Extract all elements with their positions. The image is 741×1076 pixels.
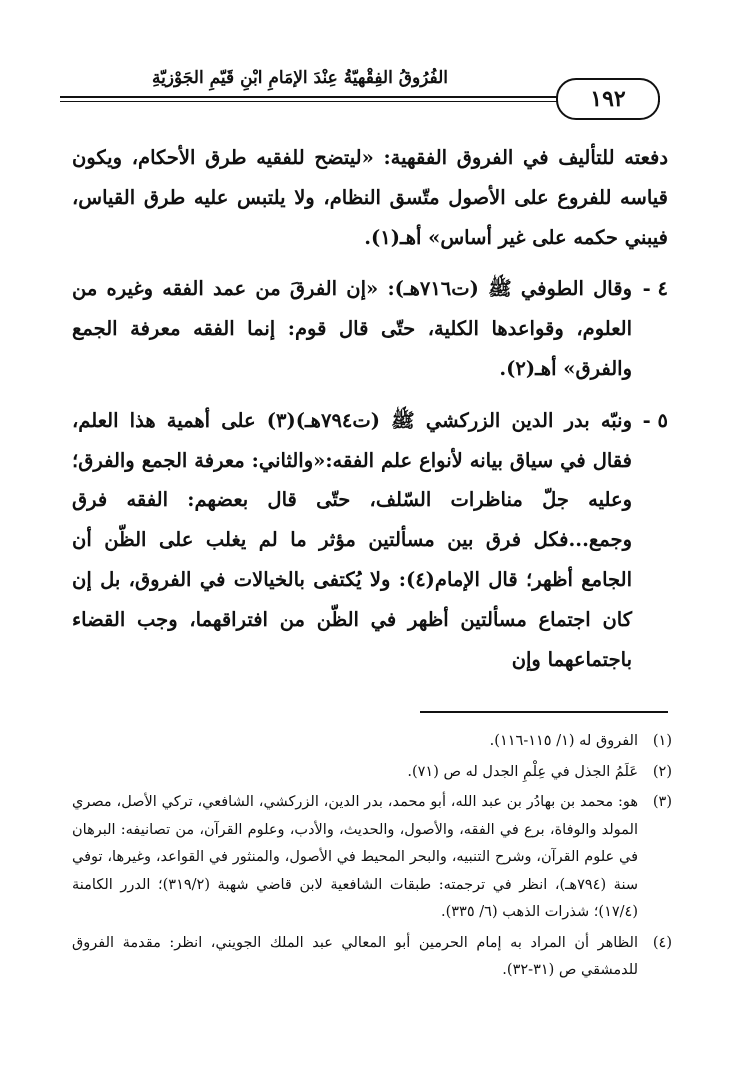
list-item-4 xyxy=(72,269,668,388)
footnote-number: (٤) xyxy=(652,934,672,951)
footnote-number: (١) xyxy=(652,733,672,749)
main-text xyxy=(72,138,668,679)
list-item-5 xyxy=(72,401,668,680)
footnote-text: الفروق له (١/ ١١٥-١١٦). xyxy=(489,733,638,749)
item-text: ونبّه بدر الدين الزركشي ﷺ (ت٧٩٤هـ)(٣) على أهمية هذا العلم، فقال في سياق بيانه لأنواع علم الفقه:«والثاني: معرفة الجمع والفرق؛ وعليه جلّ مناظرات السّلف، حتّى قال بعضهم: الفقه فرق وجمع...فكل فرق بين مسألتين مؤثر ما لم يغلب على الظّن أن الجامع أظهر؛ قال الإمام(٤): ولا يُكتفى بالخيالات في الفروق، بل إن كان اجتماع مسألتين أظهر في الظّن من افتراقهما، وجب القضاء باجتماعهما وإن xyxy=(72,408,633,671)
footnote-number: (٢) xyxy=(652,763,672,780)
footnote xyxy=(72,789,672,927)
running-title: الفُرُوقُ الفِقْهيّةُ عِنْدَ الإمَامِ ابْنِ قَيّمِ الجَوْزيّةِ xyxy=(151,68,449,88)
page-number: ١٩٢ xyxy=(556,78,660,120)
footnote xyxy=(72,728,672,756)
item-number: ٥ - xyxy=(642,408,668,432)
footnote xyxy=(72,759,672,787)
intro-paragraph: دفعته للتأليف في الفروق الفقهية: «ليتضح للفقيه طرق الأحكام، ويكون قياسه للفروع على الأصول متّسق النظام، ولا يلتبس عليه طرق القياس، فيبني حكمه على غير أساس» أهـ(١). xyxy=(72,146,668,249)
footnotes xyxy=(72,728,672,988)
footnote-text: عَلَمُ الجذل في عِلْمِ الجدل له ص (٧١). xyxy=(407,763,638,780)
item-text: وقال الطوفي ﷺ (ت٧١٦هـ): «إن الفرقَ من عمد الفقه وغيره من العلوم، وقواعدها الكلية، حتّى قال قوم: إنما الفقه معرفة الجمع والفرق» أهـ(٢). xyxy=(72,277,632,380)
footnote-text: هو: محمد بن بهادُر بن عبد الله، أبو محمد، بدر الدين، الزركشي، الشافعي، تركي الأصل، مصري المولد والوفاة، برع في الفقه، والأصول، والحديث، والأدب، وعلوم القرآن، من تصانيفه: البرهان في علوم القرآن، وشرح التنبيه، والبحر المحيط في الأصول، والمنثور في القواعد، وغيرها، توفي سنة (٧٩٤هـ)، انظر في ترجمته: طبقات الشافعية لابن قاضي شهبة (٣١٩/٢)؛ الدرر الكامنة (١٧/٤)؛ شذرات الذهب (٦/ ٣٣٥). xyxy=(72,794,638,920)
footnote-number: (٣) xyxy=(652,794,672,810)
item-number: ٤ - xyxy=(642,277,668,301)
footnote xyxy=(72,930,672,985)
footnote-separator xyxy=(420,711,668,713)
page-header xyxy=(60,44,660,112)
footnote-text: الظاهر أن المراد به إمام الحرمين أبو المعالي عبد الملك الجويني، انظر: مقدمة الفروق للدمشقي ص (٣١-٣٢). xyxy=(72,934,638,978)
